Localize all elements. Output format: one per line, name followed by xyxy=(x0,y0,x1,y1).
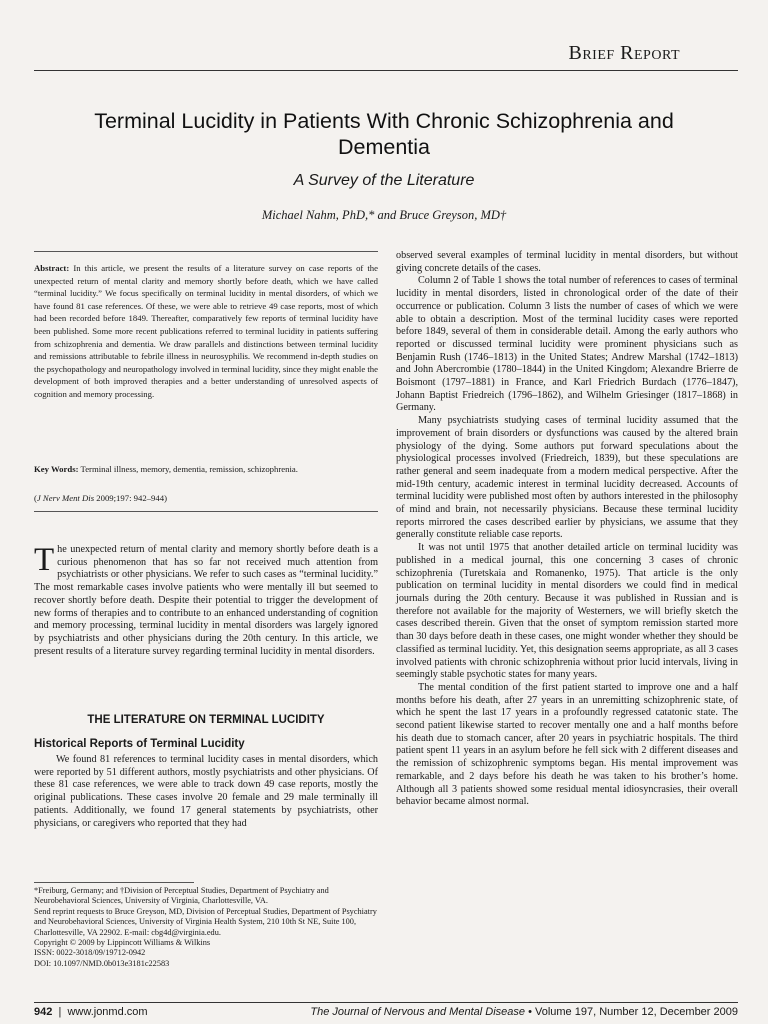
abstract-label: Abstract: xyxy=(34,263,70,273)
keywords xyxy=(34,463,378,476)
page-number: 942 xyxy=(34,1006,53,1018)
header-rule xyxy=(34,70,738,71)
page-footer xyxy=(34,1006,738,1022)
section-tag: Brief Report xyxy=(568,42,680,64)
footnotes xyxy=(34,886,378,969)
intro-text: he unexpected return of mental clarity and memory shortly before death is a curious phenomenon that has so far not received much attention from psychiatrists or other physicians. We refer to such cases as “terminal lucidity.” The most remarkable cases involve patients who were mentally ill but seemed to recover shortly before death. Despite their potential to trigger the development of new forms of therapies and to contribute to an enhanced understanding of cognition and memory processing, terminal lucidity in mental disorders was largely ignored by psychiatrists and other physicians during the 20th century. In this article, we present results of a literature survey regarding terminal lucidity in mental disorders. xyxy=(34,544,378,657)
intro-paragraph xyxy=(34,544,378,658)
volume-info: Volume 197, Number 12, December 2009 xyxy=(534,1006,738,1018)
footer-journal-info xyxy=(310,1006,738,1018)
footnote-copyright: Copyright © 2009 by Lippincott Williams & Wilkins xyxy=(34,938,211,948)
section-heading: THE LITERATURE ON TERMINAL LUCIDITY xyxy=(87,714,325,726)
citation xyxy=(34,492,378,505)
article-title: Terminal Lucidity in Patients With Chronic Schizophrenia and Dementia xyxy=(94,109,674,159)
article-subtitle: A Survey of the Literature xyxy=(293,172,475,189)
citation-journal: J Nerv Ment Dis xyxy=(36,493,95,503)
footnote-doi: DOI: 10.1097/NMD.0b013e3181c22583 xyxy=(34,958,170,968)
keywords-text: Terminal illness, memory, dementia, remission, schizophrenia. xyxy=(78,464,298,474)
drop-cap: T xyxy=(34,542,55,578)
right-paragraph-2: Column 2 of Table 1 shows the total number of references to cases of terminal lucidity in mental disorders, listed in chronological order of the date of their occurrence or publication. Column 3 lists the number of cases of which we were able to obtain a description. Most of the terminal lucidity cases were reported before 1849, several of them in considerable detail. Among the early authors who reported or discussed terminal lucidity were prominent physicians such as Benjamin Rush (1746–1813) in the United States; Andrew Marshal (1742–1813) and John Abercrombie (1780–1844) in the United Kingdom; Alexandre Brierre de Boismont (1797–1881) in France, and Karl Friedrich Burdach (1776–1847), Johann Baptist Friedreich (1796–1862), and Wilhelm Griesinger (1817–1868) in Germany. xyxy=(396,275,738,414)
historical-paragraph xyxy=(34,754,378,830)
keywords-label: Key Words: xyxy=(34,464,79,474)
right-paragraph-3: Many psychiatrists studying cases of terminal lucidity assumed that the improvement of brain disorders or dysfunctions was caused by the altered brain physiology of the dying. Some authors put forward speculations about the physiological processes involved (Friedreich, 1839), but these speculations are rather general and seem inadequate from a modern medical perspective. After the mid-19th century, academic interest in terminal lucidity decreased. Accounts of terminal lucidity were published most often by authors interested in the philosophy of mind and brain, not necessarily physicians. Because these terminal lucidity reports mirrored the cases described earlier by physicians, we assume that they generally constitute reliable case reports. xyxy=(396,415,738,541)
footer-separator: | xyxy=(58,1006,62,1018)
citation-rest: 2009;197: 942–944) xyxy=(94,493,167,503)
footer-rule xyxy=(34,1002,738,1003)
abstract xyxy=(34,262,378,401)
journal-website[interactable]: www.jonmd.com xyxy=(67,1006,148,1018)
subsection-heading: Historical Reports of Terminal Lucidity xyxy=(34,738,245,750)
right-column xyxy=(396,250,738,809)
footnote-rule xyxy=(34,882,194,883)
abstract-text: In this article, we present the results of a literature survey on case reports of the unexpected return of mental clarity and memory shortly before death, which we have called “terminal lucidity.” We focus specifically on terminal lucidity in mental disorders, of which we have found 81 case references. Of these, we were able to retrieve 49 case reports, most of which had been recorded before 1849. Thereafter, comparatively few reports of terminal lucidity have been published. Some more recent publications referred to terminal lucidity in patients suffering from schizophrenia and dementia. We draw parallels and distinctions between terminal lucidity and remissions attributable to febrile illness in neurosyphilis. We recommend in-depth studies on the psychopathology and neuropathology involved in terminal lucidity, since they might enable the development of both improved therapies and a better understanding of unresolved aspects of cognition and memory processing. xyxy=(34,263,378,399)
footer-bullet: • xyxy=(528,1006,532,1018)
footnote-issn: ISSN: 0022-3018/09/19712-0942 xyxy=(34,948,146,958)
historical-text: We found 81 references to terminal lucidity cases in mental disorders, which were reported by 51 different authors, mostly psychiatrists and other physicians. Of these 81 case references, we were able to track down 49 case reports, mostly the original publications. These cases involve 20 female and 29 male terminally ill patients. Additionally, we found 17 general statements by psychiatrists, other physicians, or caregivers who reported that they had xyxy=(34,754,378,829)
footnote-affiliation: *Freiburg, Germany; and †Division of Perceptual Studies, Department of Psychiatry and Neurobehavioral Sciences, University of Virginia, Charlottesville, VA. xyxy=(34,886,329,906)
journal-name: The Journal of Nervous and Mental Disease xyxy=(310,1006,525,1018)
right-paragraph-4: It was not until 1975 that another detailed article on terminal lucidity was published in a medical journal, this one concerning 3 cases of chronic schizophrenia (Turetskaia and Romanenko, 1975). That article is the only publication on terminal lucidity in mental disorders we could find in medical journals during the 20th century. Because it was published in Russian and is therefore not available for the majority of Westerners, we will briefly sketch the cases described therein. Given that the onset of symptom remission started more than 30 days before death in these cases, one might wonder whether they should be classified as terminal lucidity. Yet, this designation seems appropriate, as all 3 cases involved patients with chronic schizophrenia without prior lucid intervals, living in seemingly stable psychotic states for many years. xyxy=(396,542,738,681)
right-paragraph-5: The mental condition of the first patient started to improve one and a half months before his death, after 27 years in an unremitting schizophrenic state, of which he spent the last 17 years in a profoundly regressed catatonic state. The second patient likewise started to recover mentally one and a half months before his death due to stomach cancer, after 20 years in psychiatric hospitals. The third patient spent 11 years in an asylum before he fell sick with 2 different diseases and the remission of schizophrenic symptoms began. His mental improvement was remarkable, and 2 days before his death he was taken to his brother’s home. Although all 3 patients showed some residual mental idiosyncrasies, their overall behavior became almost normal. xyxy=(396,681,738,808)
footnote-reprints: Send reprint requests to Bruce Greyson, MD, Division of Perceptual Studies, Department of Psychiatry and Neurobehavioral Sciences, University of Virginia Health System, 210 10th St NE, Suite 100, Charlottesville, VA 22902. E-mail: cbg4d@virginia.edu. xyxy=(34,906,377,937)
right-paragraph-1: observed several examples of terminal lucidity in mental disorders, but without giving concrete details of the cases. xyxy=(396,250,738,274)
article-authors: Michael Nahm, PhD,* and Bruce Greyson, MD† xyxy=(261,208,507,222)
citation-open: ( xyxy=(34,493,37,503)
